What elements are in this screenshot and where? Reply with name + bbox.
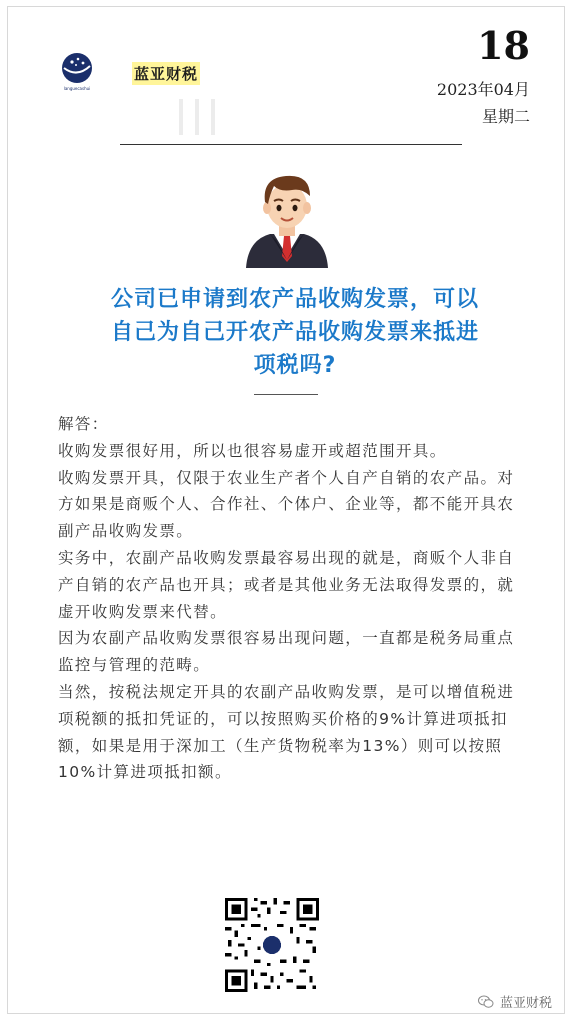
brand-name: 蓝亚财税: [132, 62, 200, 85]
header-divider: [120, 144, 462, 145]
logo-wordmark: languecashui: [63, 86, 91, 91]
paragraph: 当然，按税法规定开具的农副产品收购发票，是可以增值税进项税额的抵扣凭证的，可以按照购买价格的9%计算进项抵扣额，如果是用于深加工（生产货物税率为13%）则可以按照10%计算进项抵扣额。: [58, 682, 515, 782]
title-line-1: 公司已申请到农产品收购发票，可以: [110, 287, 479, 312]
title-line-3: 项税吗?: [253, 353, 337, 378]
article-body: [58, 411, 528, 786]
paragraph: 收购发票很好用，所以也很容易虚开或超范围开具。: [58, 441, 447, 460]
paragraph: 收购发票开具，仅限于农业生产者个人自产自销的农产品。对方如果是商贩个人、合作社、个体户、企业等，都不能开具农副产品收购发票。: [58, 468, 515, 541]
paragraph: 实务中，农副产品收购发票最容易出现的就是，商贩个人非自产自销的农产品也开具；或者是其他业务无法取得发票的，就虚开收购发票来代替。: [58, 548, 515, 621]
answer-label: 解答：: [58, 415, 109, 433]
paragraph: 因为农副产品收购发票很容易出现问题，一直都是税务局重点监控与管理的范畴。: [58, 629, 515, 675]
company-logo: [54, 50, 100, 96]
date-day: 18: [477, 23, 530, 68]
date-weekday: 星期二: [481, 107, 530, 126]
qr-code: [225, 898, 319, 992]
footer-account-name: 蓝亚财税: [499, 996, 552, 1011]
decorative-mark: [175, 95, 219, 139]
wechat-icon: [478, 995, 494, 1009]
title-line-2: 自己为自己开农产品收购发票来抵进: [110, 320, 479, 345]
footer-account: [478, 992, 552, 1011]
article-title: [60, 283, 530, 382]
businessman-avatar-illustration: [240, 170, 334, 268]
date-month: 2023年04月: [436, 80, 530, 99]
title-underline: [254, 394, 318, 395]
